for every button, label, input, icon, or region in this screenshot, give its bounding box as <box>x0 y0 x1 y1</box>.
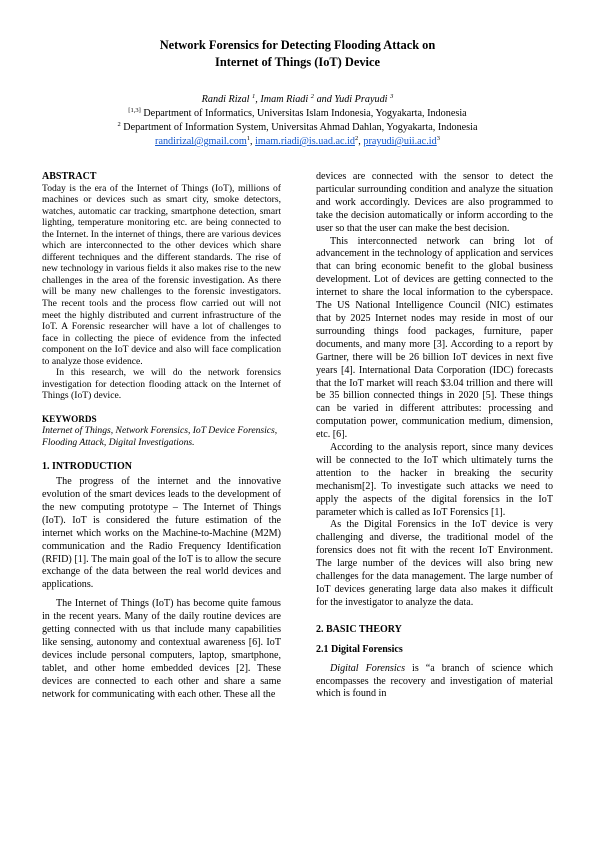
author-emails: randirizal@gmail.com$^1$, $imam.riadi@is.uad.ac.id^2$, $prayudi@uii.ac.id^3$ <box>155 135 440 147</box>
introduction-heading: 1. INTRODUCTION <box>42 460 133 472</box>
keywords-text: Internet of Things, Network Forensics, IoT Device Forensics, Flooding Attack, Digital Investigations. <box>42 425 278 449</box>
email-link-1[interactable]: randirizal@gmail.com <box>155 136 247 147</box>
email-link-3[interactable]: prayudi@uii.ac.id <box>363 136 437 147</box>
abstract-paragraph-1: Today is the era of the Internet of Things (IoT), millions of machines or devices such as smart city, smoke detectors, watches, automatic car tracking, smartphone detection, smart lighting, temperature monitoring etc. are being connected to the Internet. In the internet of things, there are various devices which are interconnected to the other devices which share different techniques and the different standards. The rise of new technology in various fields it also makes rise to the new challenges in the area of the forensic investigation. As there will be many new challenges to the forensic investigators. The recent tools and the process flow carried out will not meet the highly distributed and current infrastructure of the IoT. A Forensic researcher will have a lot of challenges to face in collecting the piece of evidence from the infected component on the IoT device and also will face complication to analyze those evidence. <box>42 182 281 367</box>
intro-paragraph-2: The Internet of Things (IoT) has become quite famous in the recent years. Many of the daily routine devices are getting connected with us that include many capabilities like sensing, autonomy and contextual awareness [6]. IoT devices include personal computers, laptop, smartphone, tablet, and other home embedded devices [2]. These devices are connected to each other and share a same network for communicating with each other. These all the <box>42 598 281 700</box>
keywords-heading: KEYWORDS <box>42 413 97 424</box>
right-column <box>316 171 553 701</box>
title-line-2: Internet of Things (IoT) Device <box>215 55 380 69</box>
left-column <box>42 171 281 702</box>
abstract-heading: ABSTRACT <box>42 171 97 182</box>
digital-forensics-subheading: 2.1 Digital Forensics <box>316 643 403 655</box>
author-names: Randi Rizal $^1$, Imam Riadi $^2$ and Yudi Prayudi $^3$ <box>201 93 394 105</box>
affiliation-1: [1,3] Department of Informatics, Universitas Islam Indonesia, Yogyakarta, Indonesia <box>128 107 467 119</box>
digital-forensics-paragraph: Digital Forensics is “a branch of science which encompasses the recovery and investigation of material which is found in <box>316 662 553 700</box>
basic-theory-heading: 2. BASIC THEORY <box>316 623 402 635</box>
abstract-paragraph-2: In this research, we will do the network forensics investigation for detection flooding attack on the Internet of Things (IoT) device. <box>42 367 281 402</box>
author-block <box>0 93 595 149</box>
email-link-2[interactable]: imam.riadi@is.uad.ac.id <box>255 136 356 147</box>
intro-paragraph-1: The progress of the internet and the innovative evolution of the smart devices leads to the development of the new computing prototype – The Internet of Things (IoT). IoT is considered the future estimation of the internet which works on the Machine-to-Machine (M2M) communication and the Radio Frequency Identification (RFID) [1]. The main goal of the IoT is to allow the secure exchange of the data between the real world devices and applications. <box>42 476 281 591</box>
right-paragraph-4: As the Digital Forensics in the IoT device is very challenging and diverse, the traditional model of the forensics does not fit with the recent IoT Environment. The large number of the devices will also bring new challenges for the data management. The large number of IoT devices generating large data also makes it difficult for the investigator to analyze the data. <box>316 519 553 608</box>
paper-title <box>0 37 595 71</box>
title-line-1: Network Forensics for Detecting Flooding Attack on <box>159 38 436 52</box>
right-paragraph-3: According to the analysis report, since many devices will be connected to the IoT which ultimately turns the attention to the hacker in breaking the security mechanism[2]. To investigate such attacks we need to apply the aspects of the digital forensics in the IoT parameter which is called as IoT Forensics [1]. <box>316 442 553 518</box>
right-paragraph-2: This interconnected network can bring lot of advancement in the technology of application and services that can bring economic benefit to the global business development. Lot of devices are getting connected to the internet to share the local information to the cyberspace. The US National Intelligence Council (NIC) estimates that by 2025 Internet nodes may reside in most of our surrounding things food packages, furniture, paper documents, and many more [3]. According to a report by Gartner, there will be 26 billion IoT devices in next five years [4]. International Data Corporation (IDC) forecasts that the IoT market will reach $3.04 trillion and there will be 35 billion connected things in 2020 [5]. These things can be varied in different attributes: processing and computation power, communication medium, dimension, etc. [6]. <box>316 235 553 441</box>
right-paragraph-1: devices are connected with the sensor to detect the particular surrounding condition and analyze the situation and work accordingly. Devices are also programmed to take the decision automatically or inform according to the user so that the user can make the best decision. <box>316 171 553 234</box>
affiliation-2: $^2$ Department of Information System, Universitas Ahmad Dahlan, Yogyakarta, Indonesia <box>117 121 478 133</box>
